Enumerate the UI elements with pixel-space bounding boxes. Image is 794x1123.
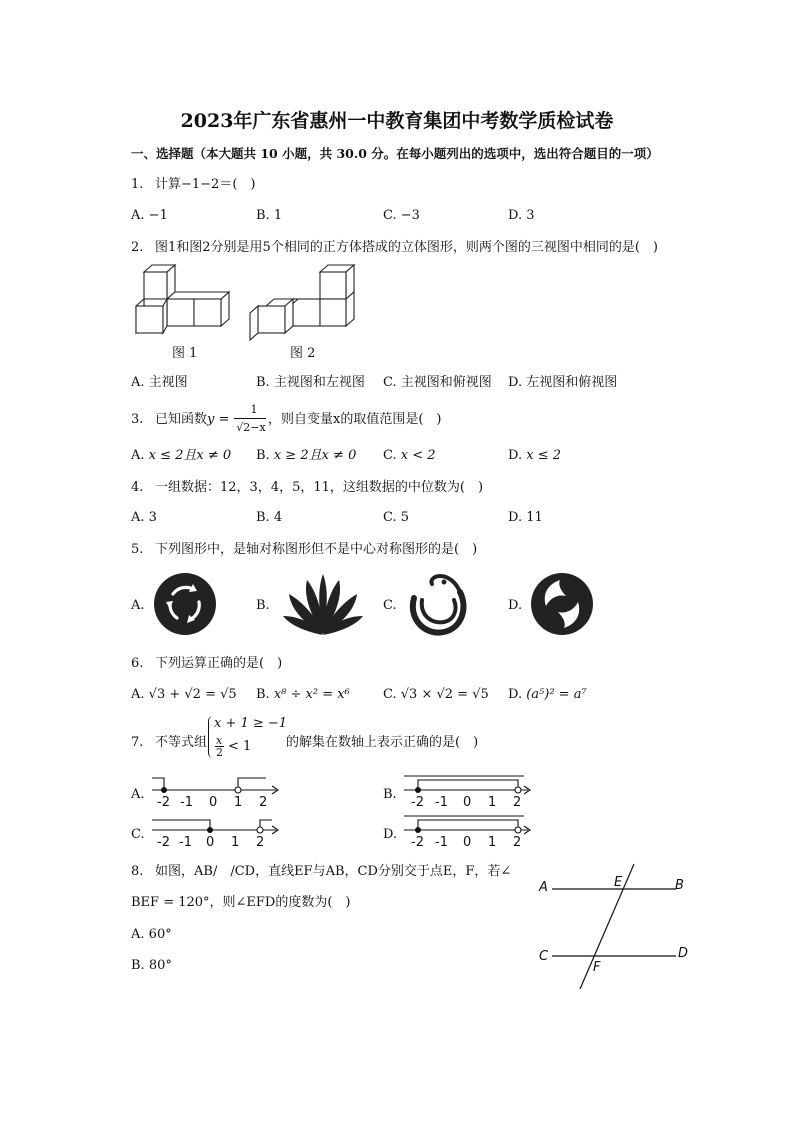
q6-option-a[interactable] — [131, 687, 237, 703]
q7-ineq2-numerator: x — [216, 734, 223, 747]
q7-option-d-number-line[interactable] — [400, 814, 534, 850]
option-label: A. — [131, 927, 145, 942]
q4-stem: 一组数据：12，3，4，5，11，这组数据的中位数为( ) — [155, 480, 484, 495]
option-label: D. — [508, 687, 523, 702]
q8-option-a[interactable] — [131, 927, 172, 943]
q4-number: 4. — [131, 480, 144, 495]
option-label: A. — [131, 448, 145, 463]
q7-stem-post: 的解集在数轴上表示正确的是( ) — [286, 735, 479, 750]
tick-label: 1 — [488, 795, 497, 810]
option-label: C. — [383, 448, 397, 463]
q1-option-b[interactable] — [256, 208, 282, 224]
q1-stem: 计算−1−2＝( ) — [155, 177, 256, 192]
exam-title: 2023年广东省惠州一中教育集团中考数学质检试卷 — [180, 110, 614, 132]
option-label: A. — [131, 375, 145, 390]
option-label: C. — [383, 687, 397, 702]
option-label: D. — [508, 375, 523, 390]
q4-option-a[interactable] — [131, 510, 157, 526]
q3-stem-pre: 已知函数 — [155, 412, 208, 427]
q2-figure-2-caption: 图 2 — [290, 346, 316, 361]
q7-option-c-label[interactable]: C. — [131, 827, 145, 842]
q3-stem-post: ，则自变量x的取值范围是( ) — [268, 412, 442, 427]
q3-func-lhs: y = — [207, 412, 230, 427]
tick-label: -2 — [411, 835, 424, 850]
point-label-b: B — [675, 878, 684, 893]
q6-option-c[interactable] — [383, 687, 489, 703]
option-text: 左视图和俯视图 — [526, 375, 618, 390]
tick-label: -1 — [435, 795, 448, 810]
q1-option-a[interactable] — [131, 208, 168, 224]
q7-option-a-number-line[interactable] — [148, 774, 282, 810]
tick-label: -1 — [180, 795, 193, 810]
q3-option-b[interactable] — [256, 448, 356, 464]
q7-ineq2-denominator: 2 — [216, 746, 223, 759]
q1-number: 1. — [131, 177, 144, 192]
q5-option-c-label[interactable]: C. — [383, 598, 397, 613]
q7-ineq2-rest: < 1 — [228, 739, 252, 754]
q8-number: 8. — [131, 864, 144, 879]
q5-option-c-phoenix-logo[interactable] — [404, 570, 470, 638]
q4-option-c[interactable] — [383, 510, 409, 526]
option-text: 3 — [148, 510, 157, 525]
figure-2-cubes — [250, 265, 354, 340]
tick-label: 0 — [209, 795, 218, 810]
option-label: D. — [508, 510, 523, 525]
option-text: 60° — [148, 927, 172, 942]
option-text: −3 — [400, 208, 420, 223]
tick-label: 0 — [206, 835, 215, 850]
option-text: x ≤ 2且x ≠ 0 — [148, 448, 232, 463]
q1-option-d[interactable] — [508, 208, 535, 224]
tick-label: 0 — [463, 795, 472, 810]
q7-b-tick-labels — [411, 795, 521, 810]
tick-label: 0 — [463, 835, 472, 850]
option-label: A. — [131, 208, 145, 223]
q7-inequality-1: x + 1 ≥ −1 — [214, 716, 288, 731]
option-text: 4 — [273, 510, 283, 525]
q3-number: 3. — [131, 412, 144, 427]
option-label: B. — [131, 958, 145, 973]
tick-label: -1 — [179, 835, 192, 850]
option-text: (a⁵)² = a⁷ — [526, 687, 587, 702]
q7-option-c-number-line[interactable] — [148, 814, 282, 850]
option-label: C. — [383, 208, 397, 223]
q2-option-b[interactable] — [256, 375, 365, 391]
q2-option-d[interactable] — [508, 375, 617, 391]
option-text: x⁸ ÷ x² = x⁶ — [273, 687, 350, 702]
line-ef — [580, 864, 634, 989]
option-text: 主视图和俯视图 — [400, 375, 492, 390]
option-label: A. — [131, 687, 145, 702]
q4-option-d[interactable] — [508, 510, 543, 526]
q3-option-a[interactable] — [131, 448, 231, 464]
point-label-f: F — [593, 960, 601, 975]
option-text: 主视图和左视图 — [273, 375, 365, 390]
option-text: x ≤ 2 — [526, 448, 561, 463]
q5-option-a-recycle-logo[interactable] — [153, 572, 217, 636]
option-text: 3 — [526, 208, 535, 223]
option-text: √3 × √2 = √5 — [400, 687, 489, 702]
q2-figure-1-caption: 图 1 — [172, 346, 198, 361]
tick-label: 2 — [513, 835, 522, 850]
point-label-e: E — [614, 875, 623, 890]
q7-option-b-number-line[interactable] — [400, 774, 534, 810]
q7-a-tick-labels — [157, 795, 267, 810]
q2-stem: 图1和图2分别是用5个相同的正方体搭成的立体图形，则两个图的三视图中相同的是( ) — [155, 240, 658, 255]
q3-option-d[interactable] — [508, 448, 561, 464]
q7-option-d-label[interactable]: D. — [383, 827, 398, 842]
option-text: 80° — [148, 958, 172, 973]
q1-option-c[interactable] — [383, 208, 420, 224]
q3-func-numerator: 1 — [250, 403, 258, 416]
q5-stem: 下列图形中，是轴对称图形但不是中心对称图形的是( ) — [155, 542, 478, 557]
q2-option-c[interactable] — [383, 375, 492, 391]
option-label: D. — [508, 448, 523, 463]
q5-number: 5. — [131, 542, 144, 557]
q5-option-d-label[interactable]: D. — [508, 598, 523, 613]
tick-label: -1 — [435, 835, 448, 850]
option-text: 11 — [526, 510, 543, 525]
option-label: C. — [383, 375, 397, 390]
q2-option-a[interactable] — [131, 375, 188, 391]
q7-stem-pre: 不等式组 — [155, 735, 208, 750]
tick-label: 1 — [231, 835, 240, 850]
q3-fraction-bar — [234, 418, 266, 419]
option-label: B. — [256, 208, 270, 223]
q2-cube-figures — [128, 262, 368, 344]
option-text: x ≥ 2且x ≠ 0 — [273, 448, 357, 463]
point-label-a: A — [539, 880, 548, 895]
option-text: x < 2 — [400, 448, 436, 463]
tick-label: 1 — [488, 835, 497, 850]
tick-label: 2 — [259, 795, 268, 810]
q7-c-tick-labels — [157, 835, 264, 850]
q4-option-b[interactable] — [256, 510, 282, 526]
q8-option-b[interactable] — [131, 958, 172, 974]
option-text: √3 + √2 = √5 — [148, 687, 237, 702]
q5-option-a-label[interactable]: A. — [131, 598, 145, 613]
q8-stem-line2: BEF = 120°，则∠EFD的度数为( ) — [131, 895, 351, 910]
option-label: D. — [508, 208, 523, 223]
q8-parallel-lines-diagram — [534, 858, 698, 994]
q2-number: 2. — [131, 240, 144, 255]
q3-func-denominator: √2−x — [236, 421, 266, 434]
option-text: 1 — [273, 208, 283, 223]
q7-number: 7. — [131, 735, 144, 750]
q6-number: 6. — [131, 656, 144, 671]
q6-option-b[interactable] — [256, 687, 350, 703]
section-heading: 一、选择题（本大题共 10 小题，共 30.0 分。在每小题列出的选项中，选出符合题目的一项） — [131, 146, 659, 161]
option-label: C. — [383, 510, 397, 525]
q7-d-tick-labels — [411, 835, 521, 850]
figure-1-cubes — [136, 265, 229, 333]
q3-option-c[interactable] — [383, 448, 436, 464]
option-label: A. — [131, 510, 145, 525]
option-label: B. — [256, 448, 270, 463]
q5-option-b-label[interactable]: B. — [256, 598, 270, 613]
tick-label: -2 — [157, 795, 170, 810]
tick-label: 2 — [513, 795, 522, 810]
q6-stem: 下列运算正确的是( ) — [155, 656, 283, 671]
option-text: 5 — [400, 510, 410, 525]
q7-option-a-label[interactable]: A. — [131, 787, 145, 802]
tick-label: -2 — [157, 835, 170, 850]
q7-option-b-label[interactable]: B. — [383, 787, 397, 802]
tick-label: 1 — [234, 795, 243, 810]
tick-label: -2 — [411, 795, 424, 810]
q5-option-d-swirl-logo[interactable] — [530, 572, 594, 636]
option-label: B. — [256, 510, 270, 525]
point-label-d: D — [678, 946, 689, 961]
option-label: B. — [256, 687, 270, 702]
tick-label: 2 — [256, 835, 265, 850]
q8-stem-line1: 如图，AB/ /CD，直线EF与AB，CD分别交于点E，F，若∠ — [155, 864, 512, 879]
option-label: B. — [256, 375, 270, 390]
q6-option-d[interactable] — [508, 687, 587, 703]
option-text: −1 — [148, 208, 168, 223]
q5-option-b-flower-logo[interactable] — [281, 572, 365, 636]
option-text: 主视图 — [148, 375, 188, 390]
point-label-c: C — [539, 949, 549, 964]
